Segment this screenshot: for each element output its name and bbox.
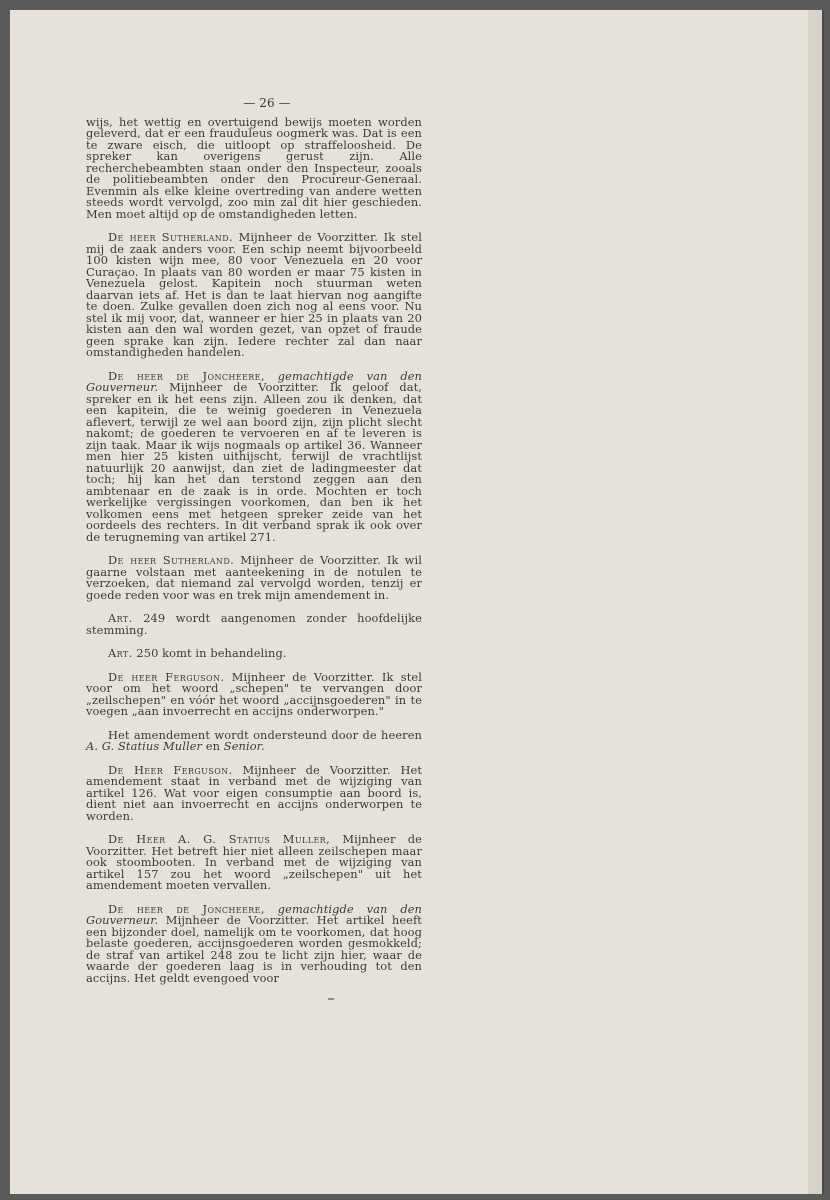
speaker: De heer de Joncheere, [108, 901, 265, 916]
paragraph [86, 669, 422, 718]
page-edge [808, 10, 822, 1194]
speaker-role: gemachtigde van den Gouverneur. [86, 368, 422, 394]
member-name: Senior. [223, 739, 265, 753]
paragraph [86, 727, 422, 753]
paragraph-text: Mijnheer de Voorzitter. Ik stel mij de zaak anders voor. Een schip neemt bijvoorbeeld 100 kisten wijn mee, 80 voor Venezuela en 20 voor Curaçao. In plaats van 80 worden er maar 75 kisten in Venezuela gelost. Kapitein noch stuurman weten daarvan iets af. Het is dan te laat hiervan nog aangifte te doen. Zulke gevallen doen zich nog al eens voor. Nu stel ik mij voor, dat, wanneer er hier 25 in plaats van 20 kisten aan den wal worden gezet, van opzet of fraude geen sprake kan zijn. Iedere rechter zal dan naar omstandigheden handelen. [86, 230, 422, 359]
paragraph-text: Mijnheer de Voorzitter. Het amendement staat in verband met de wijziging van artikel 126. Wat voor eigen consumptie aan boord is, dient niet aan invoerrecht en accijns onderworpen te worden. [86, 762, 422, 823]
paragraph [86, 232, 422, 359]
paragraph-text: 250 komt in behandeling. [132, 646, 287, 660]
speaker: De Heer A. G. Statius Muller, [108, 832, 331, 846]
paragraph-text: Mijnheer de Voorzitter. Ik wil gaarne volstaan met aanteekening in de notulen te verzoeken, dat niemand zal vervolgd worden, tenzij er goede reden voor was en trek mijn amendement in. [86, 553, 422, 602]
speaker: De heer Ferguson. [108, 669, 225, 684]
speaker: De heer Sutherland. [108, 230, 234, 244]
speaker: De heer Sutherland. [108, 553, 235, 567]
paragraph [86, 114, 422, 221]
paragraph [86, 368, 422, 544]
speaker-role: gemachtigde van den Gouverneur. [86, 901, 422, 927]
page-number: — 26 — [243, 96, 291, 110]
ink-mark [328, 998, 334, 1000]
paragraph-text: wijs, het wettig en overtuigend bewijs moeten worden geleverd, dat er een frauduleus oogmerk was. Dat is een te zware eisch, die uitloopt op straffeloosheid. De spreker kan overigens gerust zijn. Alle recherchebeambten staan onder den Inspecteur, zooals de politiebeambten onder den Procureur-Generaal. Evenmin als elke kleine overtreding van andere wetten steeds wordt vervolgd, zoo min zal dit hier geschieden. Men moet altijd op de omstandigheden letten. [86, 114, 422, 221]
paragraph [86, 762, 422, 823]
speaker: De Heer Ferguson. [108, 762, 233, 777]
paragraph-text: Het amendement wordt ondersteund door de heeren [108, 727, 422, 742]
article-label: Art. [108, 611, 133, 625]
speaker: De heer de Joncheere, [108, 368, 265, 383]
paragraph [86, 901, 422, 985]
member-name: A. G. Statius Muller [86, 739, 203, 753]
paragraph-text: Mijnheer de Voorzitter. Het betreft hier niet alleen zeilschepen maar ook stoombooten. In verband met de wijziging van artikel 157 zou het woord „zeilschepen" uit het amendement moeten vervallen. [86, 832, 422, 892]
paragraph [86, 613, 422, 636]
document-page [10, 10, 822, 1194]
paragraph [86, 834, 422, 892]
paragraph-text: Mijnheer de Voorzitter. Het artikel heeft een bijzonder doel, namelijk om te voorkomen, dat hoog belaste goederen, accijnsgoederen worden gesmokkeld; de straf van artikel 248 zou te licht zijn hier, waar de waarde der goederen laag is in verhouding tot den accijns. Het geldt evengoed voor [86, 913, 422, 985]
paragraph-text: en [202, 739, 224, 753]
paragraph-text: 249 wordt aangenomen zonder hoofdelijke stemming. [86, 611, 422, 637]
paragraph-text: Mijnheer de Voorzitter. Ik stel voor om het woord „schepen" te vervangen door „zeilschepen" en vóór het woord „accijnsgoederen" in te voegen „aan invoerrecht en accijns onderworpen." [86, 669, 422, 718]
article-label: Art. [108, 646, 133, 660]
paragraph [86, 648, 422, 660]
text-column [86, 98, 422, 996]
paragraph [86, 555, 422, 601]
paragraph-text: Mijnheer de Voorzitter. Ik geloof dat, spreker en ik het eens zijn. Alleen zou ik denken, dat een kapitein, die te weinig goederen in Venezuela aflevert, terwijl ze wel aan boord zijn, zijn plicht slecht nakomt; de goederen te vervoeren en af te leveren is zijn taak. Maar ik wijs nogmaals op artikel 36. Wanneer men hier 25 kisten uithijscht, terwijl de vrachtlijst natuurlijk 20 aanwijst, dan ziet de ladingmeester dat toch; hij kan het dan terstond zeggen aan den ambtenaar en de zaak is in orde. Mochten er toch werkelijke vergissingen voorkomen, dan ben ik het volkomen eens met hetgeen spreker zeide van het oordeels des rechters. In dit verband sprak ik ook over de terugneming van artikel 271. [86, 380, 422, 544]
